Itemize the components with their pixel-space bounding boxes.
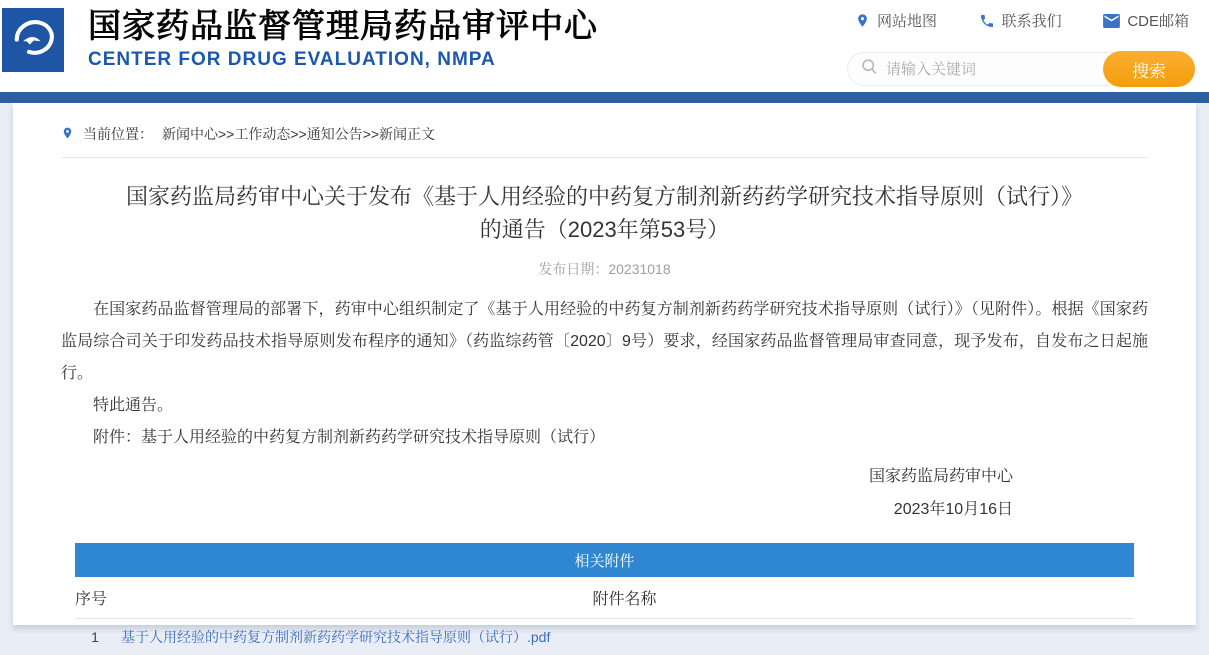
quick-links bbox=[847, 0, 1195, 31]
swallow-logo-icon bbox=[7, 12, 59, 69]
article-title-line2: 的通告（2023年第53号） bbox=[479, 217, 730, 242]
attachments-title-bar: 相关附件 bbox=[75, 543, 1134, 577]
search-icon bbox=[861, 58, 878, 80]
nav-bar bbox=[0, 92, 1209, 103]
sitemap-link-label: 网站地图 bbox=[877, 13, 938, 30]
signature-date: 2023年10月16日 bbox=[893, 501, 1013, 518]
header-right bbox=[847, 0, 1195, 92]
attachment-row-index: 1 bbox=[91, 629, 99, 645]
signature-block bbox=[61, 460, 1148, 526]
site-title-cn: 国家药品监督管理局药品审评中心 bbox=[88, 7, 598, 44]
article-paragraph: 特此通告。 bbox=[93, 397, 174, 414]
publish-date-value: 20231018 bbox=[608, 261, 671, 277]
publish-date bbox=[61, 259, 1148, 279]
search-button[interactable]: 搜索 bbox=[1103, 51, 1195, 87]
breadcrumb-label: 当前位置： bbox=[83, 126, 153, 142]
attachments-header-row bbox=[75, 577, 1134, 619]
location-pin-icon bbox=[855, 12, 870, 29]
article-paragraph: 在国家药品监督管理局的部署下，药审中心组织制定了《基于人用经验的中药复方制剂新药药学研究技术指导原则（试行）》（见附件）。根据《国家药监局综合司关于印发药品技术指导原则发布程序的通知》（药监综药管〔2020〕9号）要求，经国家药品监督管理局审查同意，现予发布，自发布之日起施行。 bbox=[61, 301, 1148, 382]
site-header bbox=[0, 0, 1209, 92]
contact-us-link[interactable] bbox=[979, 10, 1062, 31]
search-area bbox=[847, 51, 1195, 87]
phone-icon bbox=[979, 13, 995, 29]
cde-mail-link[interactable] bbox=[1103, 10, 1189, 31]
breadcrumb-divider bbox=[61, 157, 1148, 158]
cde-mail-link-label: CDE邮箱 bbox=[1127, 13, 1189, 30]
publish-date-label: 发布日期： bbox=[538, 261, 609, 277]
content-card bbox=[13, 103, 1196, 645]
article-title-line1: 国家药监局药审中心关于发布《基于人用经验的中药复方制剂新药药学研究技术指导原则（试行）》 bbox=[125, 184, 1083, 209]
breadcrumb-pin-icon bbox=[61, 125, 74, 144]
breadcrumb bbox=[61, 103, 1148, 144]
attachment-pdf-link[interactable]: 基于人用经验的中药复方制剂新药药学研究技术指导原则（试行）.pdf bbox=[121, 629, 551, 645]
breadcrumb-path[interactable]: 新闻中心>>工作动态>>通知公告>>新闻正文 bbox=[162, 126, 436, 142]
article-body bbox=[61, 294, 1148, 454]
envelope-icon bbox=[1103, 14, 1120, 28]
contact-us-link-label: 联系我们 bbox=[1001, 13, 1062, 30]
article-title bbox=[61, 180, 1148, 246]
column-header-index: 序号 bbox=[75, 591, 108, 608]
cde-logo[interactable] bbox=[2, 8, 64, 72]
article-paragraph: 附件：基于人用经验的中药复方制剂新药药学研究技术指导原则（试行） bbox=[93, 429, 606, 446]
column-header-name: 附件名称 bbox=[592, 591, 657, 608]
site-title-block bbox=[88, 6, 598, 71]
attachments-table bbox=[75, 543, 1134, 655]
table-row bbox=[75, 619, 1134, 655]
search-input[interactable] bbox=[886, 61, 1094, 78]
site-title-en: CENTER FOR DRUG EVALUATION, NMPA bbox=[88, 49, 496, 70]
sitemap-link[interactable] bbox=[855, 10, 937, 31]
signature-org: 国家药监局药审中心 bbox=[868, 468, 1013, 485]
